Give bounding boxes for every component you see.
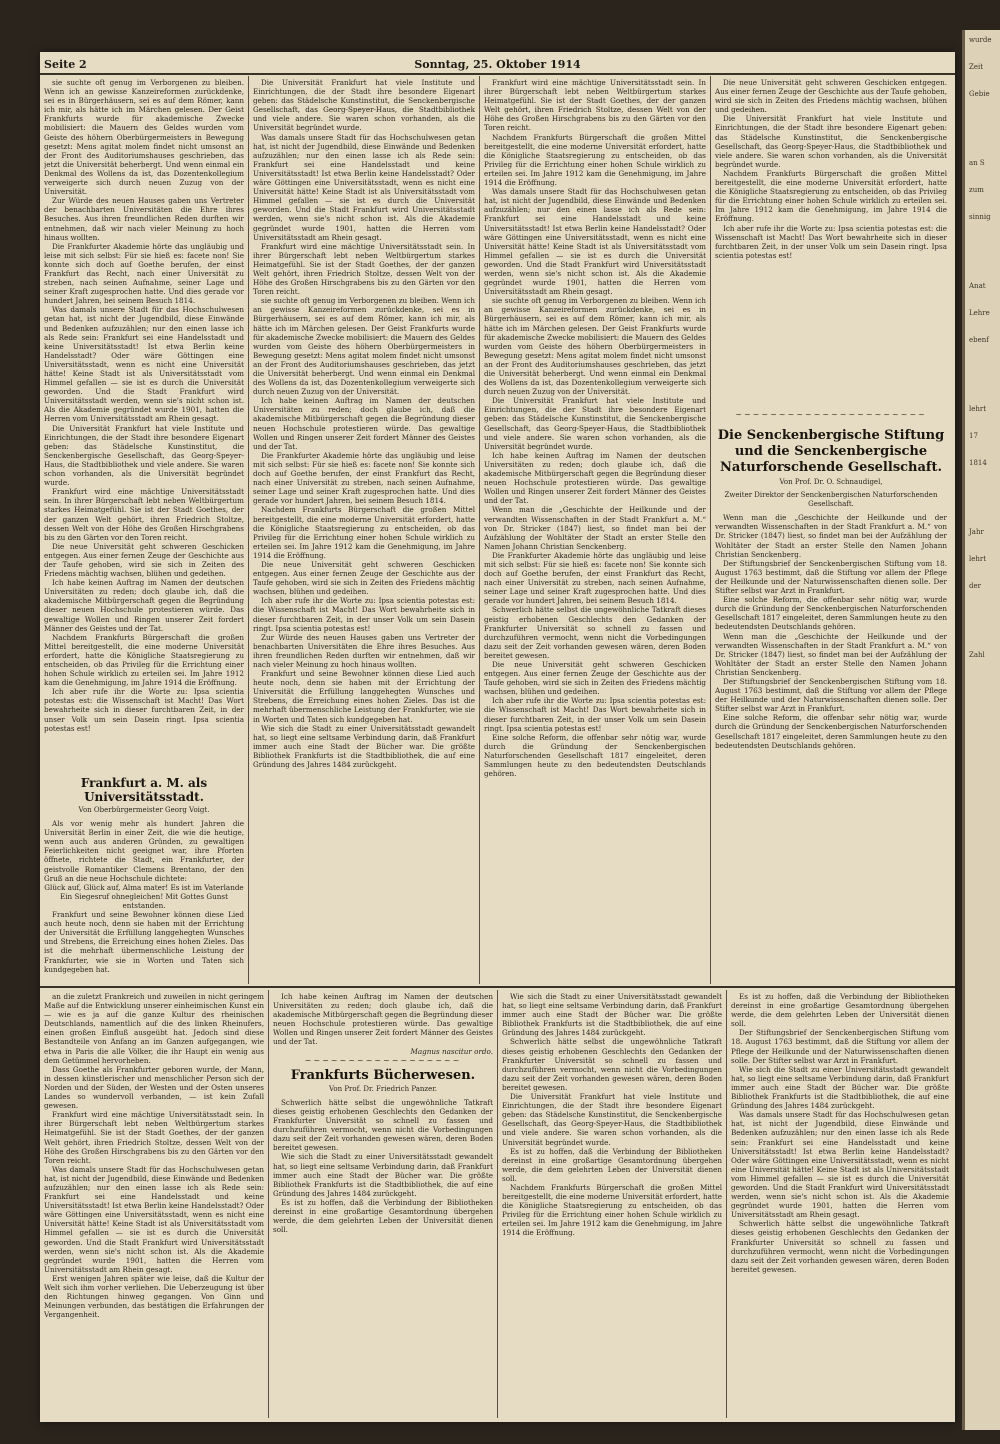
paragraph: Schwerlich hätte selbst die ungewöhnliche Tatkraft dieses geistig erhobenen Geschlechts den Gedanken der Frankfurter Universität so schnell zu fassen und durchzuführen vermocht, wenn nicht die Vorbedingungen dazu seit der Zeit vorhanden gewesen wären, deren Boden bereitet gewesen.: [731, 1219, 949, 1274]
adjacent-page-edge: [962, 30, 1000, 1430]
paragraph: Wie sich die Stadt zu einer Universitätsstadt gewandelt hat, so liegt eine seltsame Verbindung darin, daß Frankfurt immer auch eine Stadt der Bücher war. Die größte Bibliothek Frankfurts ist die Stadtbibliothek, die auf eine Gründung des Jahres 1484 zurückgeht.: [273, 1152, 493, 1198]
paragraph: Erst wenigen Jahren später wie leise, daß die Kultur der Welt sich ihm vorher verliehen. Die Ueberzeugung ist über den Richtungen hinweg gegangen. Von Ginn und Meinungen verbunden, das bestätigen die Erfahrungen der Vergangenheit.: [44, 1273, 264, 1320]
paragraph: Die neue Universität geht schweren Geschicken entgegen. Aus einer fernen Zeuge der Geschichte aus der Taufe gehoben, wird sie sich in Zeiten des Friedens mächtig wachsen, blühen und gedeihen.: [715, 78, 947, 115]
paragraph: Ich aber rufe ihr die Worte zu: Ipsa scientia potestas est: die Wissenschaft ist Macht! Das Wort bewahrheite sich in dieser furchtbaren Zeit, in der unser Volk um sein Dasein ringt. Ipsa scientia potestas est!: [715, 223, 947, 260]
article-title: Frankfurts Bücherwesen.: [290, 1067, 476, 1083]
paragraph: Was damals unsere Stadt für das Hochschulwesen getan hat, ist nicht der Jugendbild, diese Einwände und Bedenken aufzuzählen; nur den einen lasse ich als Rede sein: Frankfurt sei eine Handelsstadt und keine Universitätsstadt! Ist etwa Berlin keine Handelsstadt? Oder wäre Göttingen eine Universitätsstadt, wenn es nicht eine Universität hätte! Keine Stadt ist als Universitätsstadt vom Himmel gefallen — sie ist es durch die Universität geworden. Und die Stadt Frankfurt wird Universitätsstadt werden, wenn sie's nicht schon ist. Als die Akademie gegründet wurde 1901, hatten die Herren vom Universitätsstadt am Rhein gesagt.: [731, 1110, 949, 1220]
column-senckenberg: [715, 424, 947, 982]
paragraph: Ich aber rufe ihr die Worte zu: Ipsa scientia potestas est: die Wissenschaft ist Macht! Das Wort bewahrheite sich in dieser furchtbaren Zeit, in der unser Volk um sein Dasein ringt. Ipsa scientia potestas est!: [44, 687, 244, 733]
paragraph: Ich habe keinen Auftrag im Namen der deutschen Universitäten zu reden; doch glaube ich, daß die akademische Mitbürgerschaft gegen die Begründung dieser neuen Hochschule protestieren würde. Das gewaltige Wollen und Ringen unserer Zeit fordert Männer des Geistes und der Tat.: [273, 992, 493, 1047]
adjacent-page-line: 17: [969, 432, 978, 440]
signature: Magnus nascitur ordo.: [410, 1046, 493, 1056]
paragraph: Schwerlich hätte selbst die ungewöhnliche Tatkraft dieses geistig erhobenen Geschlechts den Gedanken der Frankfurter Universität so schnell zu fassen und durchzuführen vermocht, wenn nicht die Vorbedingungen dazu seit der Zeit vorhanden gewesen wären, deren Boden bereitet gewesen.: [273, 1097, 493, 1153]
paragraph: Was damals unsere Stadt für das Hochschulwesen getan hat, ist nicht der Jugendbild, diese Einwände und Bedenken aufzuzählen; nur den einen lasse ich als Rede sein: Frankfurt sei eine Handelsstadt und keine Universitätsstadt! Ist etwa Berlin keine Handelsstadt? Oder wäre Göttingen eine Universitätsstadt, wenn es nicht eine Universität hätte! Keine Stadt ist als Universitätsstadt vom Himmel gefallen — sie ist es durch die Universität geworden. Und die Stadt Frankfurt wird Universitätsstadt werden, wenn sie's nicht schon ist. Als die Akademie gegründet wurde 1901, hatten die Herren vom Universitätsstadt am Rhein gesagt.: [44, 305, 244, 424]
paragraph: Wenn man die „Geschichte der Heilkunde und der verwandten Wissenschaften in der Stadt Frankfurt a. M.“ von Dr. Stricker (1847) liest, so findet man bei der Aufzählung der Wohltäter der Stadt an erster Stelle den Namen Johann Christian Senckenberg.: [715, 631, 947, 677]
column-rule: [248, 76, 249, 984]
paragraph: an die zuletzt Frankreich und zuweilen in nicht geringem Maße auf die Entwicklung unserer einheimischen Kunst ein — wie es ja auf die ganze Kultur des rheinischen Deutschlands, namentlich auf die des linken Rheinufers, einen großen Einfluß ausgeübt hat. Jedoch sind diese Bestandteile von Anfang an im Ganzen aufgegangen, wie etwa in Paris die alle Völker, die ihr Haupt ein wenig aus dem Getümmel hervorheben.: [44, 992, 264, 1065]
paragraph: Schwerlich hätte selbst die ungewöhnliche Tatkraft dieses geistig erhobenen Geschlechts den Gedanken der Frankfurter Universität so schnell zu fassen und durchzuführen vermocht, wenn nicht die Vorbedingungen dazu seit der Zeit vorhanden gewesen wären, deren Boden bereitet gewesen.: [502, 1037, 722, 1092]
newspaper-page: [40, 52, 955, 1422]
adjacent-page-text: [965, 30, 1000, 660]
ornament-divider: ~~~~~~~~~~~~~~~~~~: [304, 1055, 462, 1065]
paragraph: Nachdem Frankfurts Bürgerschaft die großen Mittel bereitgestellt, die eine moderne Universität erfordert, hatte die Königliche Staatsregierung zu entscheiden, ob das Privileg für die Errichtung einer hohen Schule wirklich zu erteilen sei. Im Jahre 1912 kam die Genehmigung, im Jahre 1914 die Eröffnung.: [44, 632, 244, 688]
adjacent-page-line: wurde: [969, 36, 992, 44]
paragraph: sie suchte oft genug im Verborgenen zu bleiben. Wenn ich an gewisse Kanzeireformen zurückdenke, sei es in Bürgerhäusern, sei es auf dem Römer, kann ich mir, als hätte ich im Märchen gelesen. Der Geist Frankfurts wurde für akademische Zwecke mobilisiert: die Mauern des Geldes wurden vom Geiste des höhern Oberbürgermeisters in Bewegung gesetzt: Mens agitat molem findet nicht umsonst an der Front des Auditoriumshauses geschrieben, das jetzt die Universität beherbergt. Und wenn einmal ein Denkmal des Wollens da ist, das Dozentenkollegium verweigerte sich durch neuen Zuzug von der Universität.: [484, 296, 706, 397]
adjacent-page-line: lehrt: [969, 405, 987, 413]
paragraph: Die Universität Frankfurt hat viele Institute und Einrichtungen, die der Stadt ihre besondere Eigenart geben: das Städelsche Kunstinstitut, die Senckenbergische Gesellschaft, das Georg-Speyer-Haus, die Stadtbibliothek und viele andere. Sie waren schon vorhanden, als die Universität begründet wurde.: [502, 1092, 722, 1147]
adjacent-page-line: 1814: [969, 459, 987, 467]
issue-date: Sonntag, 25. Oktober 1914: [414, 58, 581, 71]
column-top-4: [715, 78, 947, 408]
paragraph: Es ist zu hoffen, daß die Verbindung der Bibliotheken dereinst in eine großartige Gesamtordnung übergehen werde, die dem gelehrten Leben der Universität dienen soll.: [502, 1146, 722, 1183]
paragraph: Nachdem Frankfurts Bürgerschaft die großen Mittel bereitgestellt, die eine moderne Universität erfordert, hatte die Königliche Staatsregierung zu entscheiden, ob das Privileg für die Errichtung einer hohen Schule wirklich zu erteilen sei. Im Jahre 1912 kam die Genehmigung, im Jahre 1914 die Eröffnung.: [502, 1182, 722, 1238]
adjacent-page-line: Anat: [969, 282, 986, 290]
column-bottom-4: [731, 992, 949, 1417]
paragraph: Die Frankfurter Akademie hörte das ungläubig und leise mit sich selbst: Für sie hieß es: facete non! Sie konnte sich doch auf Goethe berufen, der einst Frankfurt das Recht, nach einer Universität zu streben, nach seinen Aufnahme, seiner Lage und seiner Kraft zugesprochen hatte. Und dies gerade vor hundert Jahren, bei seinem Besuch 1814.: [484, 550, 706, 606]
paragraph: Was damals unsere Stadt für das Hochschulwesen getan hat, ist nicht der Jugendbild, diese Einwände und Bedenken aufzuzählen; nur den einen lasse ich als Rede sein: Frankfurt sei eine Handelsstadt und keine Universitätsstadt! Ist etwa Berlin keine Handelsstadt? Oder wäre Göttingen eine Universitätsstadt, wenn es nicht eine Universität hätte! Keine Stadt ist als Universitätsstadt vom Himmel gefallen — sie ist es durch die Universität geworden. Und die Stadt Frankfurt wird Universitätsstadt werden, wenn sie's nicht schon ist. Als die Akademie gegründet wurde 1901, hatten die Herren vom Universitätsstadt am Rhein gesagt.: [484, 187, 706, 297]
paragraph: Die Universität Frankfurt hat viele Institute und Einrichtungen, die der Stadt ihre besondere Eigenart geben: das Städelsche Kunstinstitut, die Senckenbergische Gesellschaft, das Georg-Speyer-Haus, die Stadtbibliothek und viele andere. Sie waren schon vorhanden, als die Universität begründet wurde.: [484, 396, 706, 451]
paragraph: Der Stiftungsbrief der Senckenbergischen Stiftung vom 18. August 1763 bestimmt, daß die Stiftung vor allem der Pflege der Heilkunde und der Naturwissenschaften dienen solle. Der Stifter selbst war Arzt in Frankfurt.: [715, 676, 947, 714]
paragraph: Nachdem Frankfurts Bürgerschaft die großen Mittel bereitgestellt, die eine moderne Universität erfordert, hatte die Königliche Staatsregierung zu entscheiden, ob das Privileg für die Errichtung einer hohen Schule wirklich zu erteilen sei. Im Jahre 1912 kam die Genehmigung, im Jahre 1914 die Eröffnung.: [484, 132, 706, 188]
adjacent-page-line: Jahr: [969, 528, 984, 536]
page-number: Seite 2: [44, 58, 87, 71]
paragraph: Die neue Universität geht schweren Geschicken entgegen. Aus einer fernen Zeuge der Geschichte aus der Taufe gehoben, wird sie sich in Zeiten des Friedens mächtig wachsen, blühen und gedeihen.: [44, 541, 244, 579]
paragraph: Was damals unsere Stadt für das Hochschulwesen getan hat, ist nicht der Jugendbild, diese Einwände und Bedenken aufzuzählen; nur den einen lasse ich als Rede sein: Frankfurt sei eine Handelsstadt und keine Universitätsstadt! Ist etwa Berlin keine Handelsstadt? Oder wäre Göttingen eine Universitätsstadt, wenn es nicht eine Universität hätte! Keine Stadt ist als Universitätsstadt vom Himmel gefallen — sie ist es durch die Universität geworden. Und die Stadt Frankfurt wird Universitätsstadt werden, wenn sie's nicht schon ist. Als die Akademie gegründet wurde 1901, hatten die Herren vom Universitätsstadt am Rhein gesagt.: [44, 1164, 264, 1274]
paragraph: Als vor wenig mehr als hundert Jahren die Universität Berlin in einer Zeit, die wie die heutige, wenn auch aus anderen Gründen, zu gewaltigen Feierlichkeiten nicht geeignet war, ihre Pforten öffnete, richtete die Stadt, ein Frankfurter, der geistvolle Romantiker Clemens Brentano, der den Gruß an die neue Hochschule dichtete:: [44, 819, 244, 883]
article-title: Die Senckenbergische Stiftung und die Senckenbergische Naturforschende Gesellschaft.: [717, 428, 945, 475]
section-rule: [40, 986, 955, 988]
column-rule: [726, 990, 727, 1418]
adjacent-page-line: lehrt: [969, 555, 987, 563]
column-rule: [497, 990, 498, 1418]
adjacent-page-line: zum: [969, 186, 984, 194]
column-top-left: [44, 78, 244, 768]
column-frankfurt-article: [44, 772, 244, 982]
adjacent-page-line: der: [969, 582, 981, 590]
paragraph: Die neue Universität geht schweren Geschicken entgegen. Aus einer fernen Zeuge der Geschichte aus der Taufe gehoben, wird sie sich in Zeiten des Friedens mächtig wachsen, blühen und gedeihen.: [253, 559, 475, 597]
poem: Glück auf, Glück auf, Alma mater! Es ist im Vaterlande Ein Siegesruf ohnegleichen! Mit Gottes Gunst entstanden.: [44, 882, 244, 910]
paragraph: Eine solche Reform, die offenbar sehr nötig war, wurde durch die Gründung der Senckenbergischen Naturforschenden Gesellschaft 1817 eingeleitet, deren Sammlungen heute zu den bedeutendsten Deutschlands gehören.: [715, 713, 947, 750]
paragraph: Wenn man die „Geschichte der Heilkunde und der verwandten Wissenschaften in der Stadt Frankfurt a. M.“ von Dr. Stricker (1847) liest, so findet man bei der Aufzählung der Wohltäter der Stadt an erster Stelle den Namen Johann Christian Senckenberg.: [484, 505, 706, 551]
paragraph: Frankfurt wird eine mächtige Universitätsstadt sein. In ihrer Bürgerschaft lebt neben Weltbürgertum starkes Heimatgefühl. Sie ist der Stadt Goethes, der der ganzen Welt gehört, ihren Friedrich Stoltze, dessen Welt von der Höhe des Großen Hirschgrabens bis zu den Gärten vor den Toren reicht.: [44, 1110, 264, 1165]
paragraph: Nachdem Frankfurts Bürgerschaft die großen Mittel bereitgestellt, die eine moderne Universität erfordert, hatte die Königliche Staatsregierung zu entscheiden, ob das Privileg für die Errichtung einer hohen Schule wirklich zu erteilen sei. Im Jahre 1912 kam die Genehmigung, im Jahre 1914 die Eröffnung.: [715, 168, 947, 224]
paragraph: Die Frankfurter Akademie hörte das ungläubig und leise mit sich selbst: Für sie hieß es: facete non! Sie konnte sich doch auf Goethe berufen, der einst Frankfurt das Recht, nach einer Universität zu streben, nach seinen Aufnahme, seiner Lage und seiner Kraft zugesprochen hatte. Und dies gerade vor hundert Jahren, bei seinem Besuch 1814.: [253, 450, 475, 506]
article-byline: Von Oberbürgermeister Georg Voigt.: [78, 806, 210, 814]
paragraph: Die Universität Frankfurt hat viele Institute und Einrichtungen, die der Stadt ihre besondere Eigenart geben: das Städelsche Kunstinstitut, die Senckenbergische Gesellschaft, das Georg-Speyer-Haus, die Stadtbibliothek und viele andere. Sie waren schon vorhanden, als die Universität begründet wurde.: [44, 423, 244, 488]
paragraph: Wie sich die Stadt zu einer Universitätsstadt gewandelt hat, so liegt eine seltsame Verbindung darin, daß Frankfurt immer auch eine Stadt der Bücher war. Die größte Bibliothek Frankfurts ist die Stadtbibliothek, die auf eine Gründung des Jahres 1484 zurückgeht.: [502, 992, 722, 1038]
paragraph: Die neue Universität geht schweren Geschicken entgegen. Aus einer fernen Zeuge der Geschichte aus der Taufe gehoben, wird sie sich in Zeiten des Friedens mächtig wachsen, blühen und gedeihen.: [484, 660, 706, 697]
paragraph: Dass Goethe als Frankfurter geboren wurde, der Mann, in dessen künstlerischer und menschlicher Person sich der Norden und der Süden, der Westen und der Osten unseres Landes so wundervoll verbanden, — ist kein Zufall gewesen.: [44, 1064, 264, 1111]
paragraph: Zur Würde des neuen Hauses gaben uns Vertreter der benachbarten Universitäten die Ehre ihres Besuches. Aus ihren freundlichen Reden durften wir entnehmen, daß wir nach vieler Meinung zu hoch hinaus wollten.: [253, 632, 475, 669]
paragraph: Wie sich die Stadt zu einer Universitätsstadt gewandelt hat, so liegt eine seltsame Verbindung darin, daß Frankfurt immer auch eine Stadt der Bücher war. Die größte Bibliothek Frankfurts ist die Stadtbibliothek, die auf eine Gründung des Jahres 1484 zurückgeht.: [253, 723, 475, 770]
article-byline: Von Prof. Dr. Friedrich Panzer.: [328, 1084, 438, 1093]
column-rule: [479, 76, 480, 984]
paragraph: sie suchte oft genug im Verborgenen zu bleiben. Wenn ich an gewisse Kanzeireformen zurückdenke, sei es in Bürgerhäusern, sei es auf dem Römer, kann ich mir, als hätte ich im Märchen gelesen. Der Geist Frankfurts wurde für akademische Zwecke mobilisiert: die Mauern des Geldes wurden vom Geiste des höhern Oberbürgermeisters in Bewegung gesetzt: Mens agitat molem findet nicht umsonst an der Front des Auditoriumshauses geschrieben, das jetzt die Universität beherbergt. Und wenn einmal ein Denkmal des Wollens da ist, das Dozentenkollegium verweigerte sich durch neuen Zuzug von der Universität.: [44, 78, 244, 197]
article-subline: Zweiter Direktor der Senckenbergischen Naturforschenden Gesellschaft.: [724, 491, 938, 509]
adjacent-page-line: an S: [969, 159, 985, 167]
article-title: Frankfurt a. M. als Universitätsstadt.: [80, 776, 208, 804]
paragraph: Ich habe keinen Auftrag im Namen der deutschen Universitäten zu reden; doch glaube ich, daß die akademische Mitbürgerschaft gegen die Begründung dieser neuen Hochschule protestieren würde. Das gewaltige Wollen und Ringen unserer Zeit fordert Männer des Geistes und der Tat.: [484, 450, 706, 506]
page-header: [40, 57, 955, 75]
article-byline: Von Prof. Dr. O. Schnaudigel,: [779, 478, 883, 486]
column-top-3: [484, 78, 706, 982]
paragraph: Eine solche Reform, die offenbar sehr nötig war, wurde durch die Gründung der Senckenbergischen Naturforschenden Gesellschaft 1817 eingeleitet, deren Sammlungen heute zu den bedeutendsten Deutschlands gehören.: [715, 595, 947, 632]
paragraph: Es ist zu hoffen, daß die Verbindung der Bibliotheken dereinst in eine großartige Gesamtordnung übergehen werde, die dem gelehrten Leben der Universität dienen soll.: [273, 1197, 493, 1235]
column-top-2: [253, 78, 475, 982]
paragraph: Wie sich die Stadt zu einer Universitätsstadt gewandelt hat, so liegt eine seltsame Verbindung darin, daß Frankfurt immer auch eine Stadt der Bücher war. Die größte Bibliothek Frankfurts ist die Stadtbibliothek, die auf eine Gründung des Jahres 1484 zurückgeht.: [731, 1064, 949, 1111]
adjacent-page-line: Lehre: [969, 309, 990, 317]
paragraph: Was damals unsere Stadt für das Hochschulwesen getan hat, ist nicht der Jugendbild, diese Einwände und Bedenken aufzuzählen; nur den einen lasse ich als Rede sein: Frankfurt sei eine Handelsstadt und keine Universitätsstadt! Ist etwa Berlin keine Handelsstadt? Oder wäre Göttingen eine Universitätsstadt, wenn es nicht eine Universität hätte! Keine Stadt ist als Universitätsstadt vom Himmel gefallen — sie ist es durch die Universität geworden. Und die Stadt Frankfurt wird Universitätsstadt werden, wenn sie's nicht schon ist. Als die Akademie gegründet wurde 1901, hatten die Herren vom Universitätsstadt am Rhein gesagt.: [253, 132, 475, 242]
adjacent-page-line: Zahl: [969, 651, 985, 659]
paragraph: Schwerlich hätte selbst die ungewöhnliche Tatkraft dieses geistig erhobenen Geschlechts den Gedanken der Frankfurter Universität so schnell zu fassen und durchzuführen vermocht, wenn nicht die Vorbedingungen dazu seit der Zeit vorhanden gewesen wären, deren Boden bereitet gewesen.: [484, 605, 706, 660]
paragraph: Frankfurt und seine Bewohner können diese Lied auch heute noch, denn sie haben mit der Errichtung der Universität die Erfüllung langgehegten Wunsches und Strebens, die Erreichung eines hohen Zieles. Das ist die mehrhaft übermenschliche Leistung der Frankfurter, wie sie in Worten und Taten sich kundgegeben hat.: [253, 669, 475, 724]
paragraph: Ich aber rufe ihr die Worte zu: Ipsa scientia potestas est: die Wissenschaft ist Macht! Das Wort bewahrheite sich in dieser furchtbaren Zeit, in der unser Volk um sein Dasein ringt. Ipsa scientia potestas est!: [484, 696, 706, 733]
column-rule: [268, 990, 269, 1418]
adjacent-page-line: ebenf: [969, 336, 989, 344]
paragraph: Ich habe keinen Auftrag im Namen der deutschen Universitäten zu reden; doch glaube ich, daß die akademische Mitbürgerschaft gegen die Begründung dieser neuen Hochschule protestieren würde. Das gewaltige Wollen und Ringen unserer Zeit fordert Männer des Geistes und der Tat.: [253, 396, 475, 451]
paragraph: Ich habe keinen Auftrag im Namen der deutschen Universitäten zu reden; doch glaube ich, daß die akademische Mitbürgerschaft gegen die Begründung dieser neuen Hochschule protestieren würde. Das gewaltige Wollen und Ringen unserer Zeit fordert Männer des Geistes und der Tat.: [44, 578, 244, 633]
paragraph: Wenn man die „Geschichte der Heilkunde und der verwandten Wissenschaften in der Stadt Frankfurt a. M.“ von Dr. Stricker (1847) liest, so findet man bei der Aufzählung der Wohltäter der Stadt an erster Stelle den Namen Johann Christian Senckenberg.: [715, 513, 947, 559]
column-bottom-2: [273, 992, 493, 1417]
paragraph: Der Stiftungsbrief der Senckenbergischen Stiftung vom 18. August 1763 bestimmt, daß die Stiftung vor allem der Pflege der Heilkunde und der Naturwissenschaften dienen solle. Der Stifter selbst war Arzt in Frankfurt.: [715, 558, 947, 596]
paragraph: Die Frankfurter Akademie hörte das ungläubig und leise mit sich selbst: Für sie hieß es: facete non! Sie konnte sich doch auf Goethe berufen, der einst Frankfurt das Recht, nach einer Universität zu streben, nach seinen Aufnahme, seiner Lage und seiner Kraft zugesprochen hatte. Und dies gerade vor hundert Jahren, bei seinem Besuch 1814.: [44, 241, 244, 306]
adjacent-page-line: Gebie: [969, 90, 990, 98]
paragraph: Frankfurt wird eine mächtige Universitätsstadt sein. In ihrer Bürgerschaft lebt neben Weltbürgertum starkes Heimatgefühl. Sie ist der Stadt Goethes, der der ganzen Welt gehört, ihren Friedrich Stoltze, dessen Welt von der Höhe des Großen Hirschgrabens bis zu den Gärten vor den Toren reicht.: [484, 78, 706, 133]
paragraph: Es ist zu hoffen, daß die Verbindung der Bibliotheken dereinst in eine großartige Gesamtordnung übergehen werde, die dem gelehrten Leben der Universität dienen soll.: [731, 992, 949, 1029]
paragraph: Frankfurt wird eine mächtige Universitätsstadt sein. In ihrer Bürgerschaft lebt neben Weltbürgertum starkes Heimatgefühl. Sie ist der Stadt Goethes, der der ganzen Welt gehört, ihren Friedrich Stoltze, dessen Welt von der Höhe des Großen Hirschgrabens bis zu den Gärten vor den Toren reicht.: [44, 487, 244, 542]
paragraph: Ich aber rufe ihr die Worte zu: Ipsa scientia potestas est: die Wissenschaft ist Macht! Das Wort bewahrheite sich in dieser furchtbaren Zeit, in der unser Volk um sein Dasein ringt. Ipsa scientia potestas est!: [253, 596, 475, 633]
paragraph: Der Stiftungsbrief der Senckenbergischen Stiftung vom 18. August 1763 bestimmt, daß die Stiftung vor allem der Pflege der Heilkunde und der Naturwissenschaften dienen solle. Der Stifter selbst war Arzt in Frankfurt.: [731, 1028, 949, 1065]
paragraph: Frankfurt und seine Bewohner können diese Lied auch heute noch, denn sie haben mit der Errichtung der Universität die Erfüllung langgehegten Wunsches und Strebens, die Erreichung eines hohen Zieles. Das ist die mehrhaft übermenschliche Leistung der Frankfurter, wie sie in Worten und Taten sich kundgegeben hat.: [44, 910, 244, 974]
paragraph: Eine solche Reform, die offenbar sehr nötig war, wurde durch die Gründung der Senckenbergischen Naturforschenden Gesellschaft 1817 eingeleitet, deren Sammlungen heute zu den bedeutendsten Deutschlands gehören.: [484, 732, 706, 779]
adjacent-page-line: Zeit: [969, 63, 984, 71]
paragraph: Die Universität Frankfurt hat viele Institute und Einrichtungen, die der Stadt ihre besondere Eigenart geben: das Städelsche Kunstinstitut, die Senckenbergische Gesellschaft, das Georg-Speyer-Haus, die Stadtbibliothek und viele andere. Sie waren schon vorhanden, als die Universität begründet wurde.: [253, 78, 475, 133]
column-rule: [710, 76, 711, 984]
adjacent-page-line: sinnig: [969, 213, 991, 221]
paragraph: Frankfurt wird eine mächtige Universitätsstadt sein. In ihrer Bürgerschaft lebt neben Weltbürgertum starkes Heimatgefühl. Sie ist der Stadt Goethes, der der ganzen Welt gehört, ihren Friedrich Stoltze, dessen Welt von der Höhe des Großen Hirschgrabens bis zu den Gärten vor den Toren reicht.: [253, 241, 475, 297]
column-bottom-3: [502, 992, 722, 1417]
paragraph: sie suchte oft genug im Verborgenen zu bleiben. Wenn ich an gewisse Kanzeireformen zurückdenke, sei es in Bürgerhäusern, sei es auf dem Römer, kann ich mir, als hätte ich im Märchen gelesen. Der Geist Frankfurts wurde für akademische Zwecke mobilisiert: die Mauern des Geldes wurden vom Geiste des höhern Oberbürgermeisters in Bewegung gesetzt: Mens agitat molem findet nicht umsonst an der Front des Auditoriumshauses geschrieben, das jetzt die Universität beherbergt. Und wenn einmal ein Denkmal des Wollens da ist, das Dozentenkollegium verweigerte sich durch neuen Zuzug von der Universität.: [253, 296, 475, 397]
paragraph: Nachdem Frankfurts Bürgerschaft die großen Mittel bereitgestellt, die eine moderne Universität erfordert, hatte die Königliche Staatsregierung zu entscheiden, ob das Privileg für die Errichtung einer hohen Schule wirklich zu erteilen sei. Im Jahre 1912 kam die Genehmigung, im Jahre 1914 die Eröffnung.: [253, 505, 475, 560]
ornament-divider: ~~~~~~~~~~~~~~~~~~~~~~: [735, 410, 927, 419]
paragraph: Die Universität Frankfurt hat viele Institute und Einrichtungen, die der Stadt ihre besondere Eigenart geben: das Städelsche Kunstinstitut, die Senckenbergische Gesellschaft, das Georg-Speyer-Haus, die Stadtbibliothek und viele andere. Sie waren schon vorhanden, als die Universität begründet wurde.: [715, 114, 947, 169]
column-bottom-1: [44, 992, 264, 1417]
paragraph: Zur Würde des neuen Hauses gaben uns Vertreter der benachbarten Universitäten die Ehre ihres Besuches. Aus ihren freundlichen Reden durften wir entnehmen, daß wir nach vieler Meinung zu hoch hinaus wollten.: [44, 196, 244, 242]
